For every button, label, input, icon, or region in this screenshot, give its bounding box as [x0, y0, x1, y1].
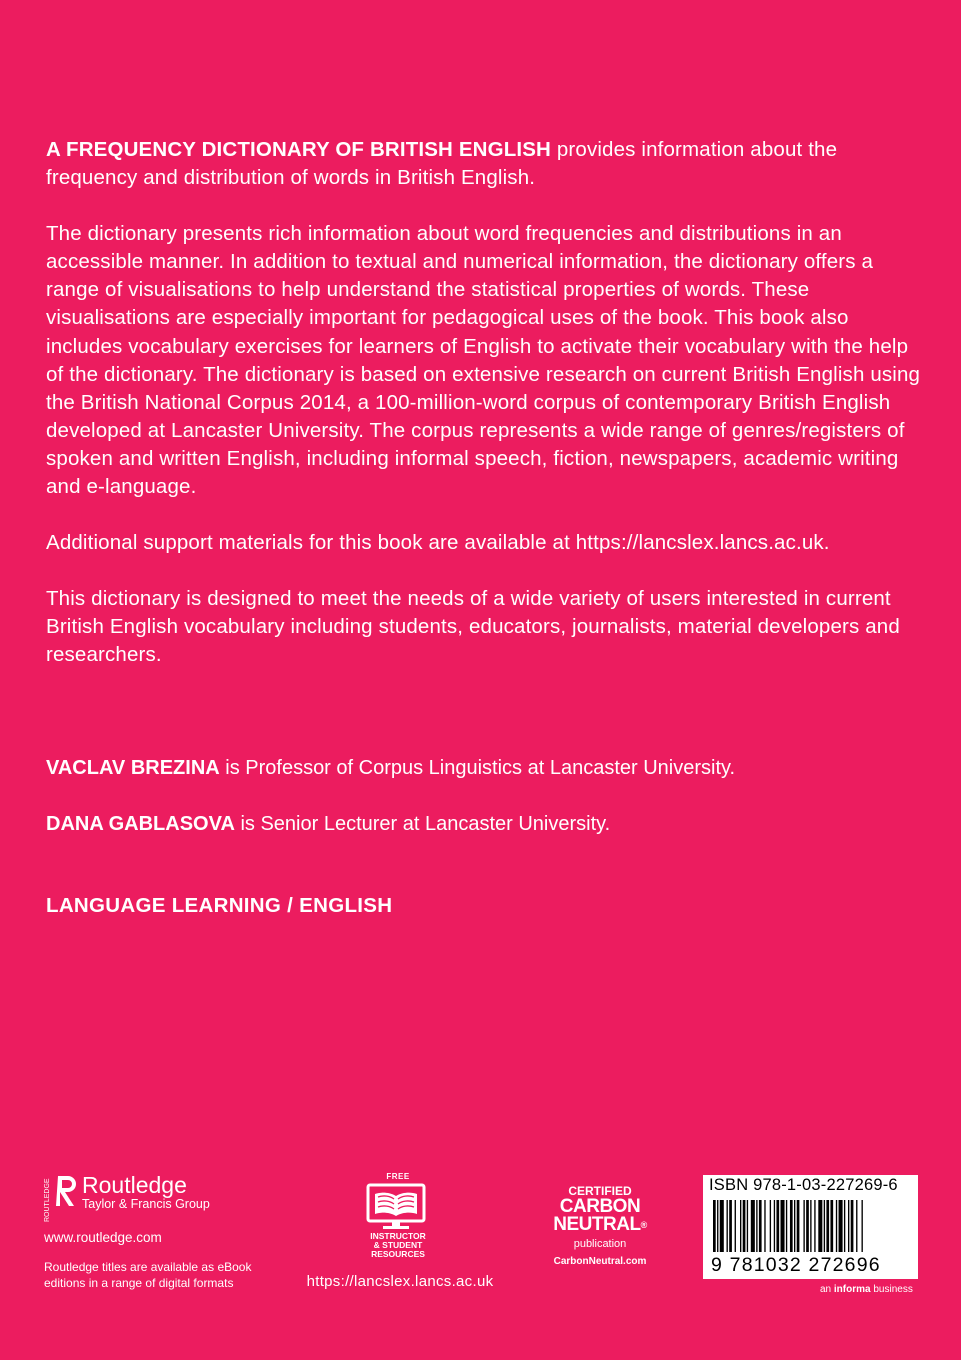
isbn-digits: 9 781032 272696	[711, 1254, 881, 1276]
author-bio-2	[46, 810, 926, 838]
monitor-book-icon	[365, 1182, 427, 1230]
barcode-bar	[720, 1200, 724, 1252]
barcode-bar	[756, 1200, 757, 1252]
barcode-bar	[743, 1200, 746, 1252]
barcode-bar	[856, 1200, 857, 1252]
barcode-bar	[751, 1200, 755, 1252]
barcode-bar	[851, 1200, 854, 1252]
barcode-bar	[717, 1200, 718, 1252]
barcode-bar	[776, 1200, 779, 1252]
resources-url[interactable]: https://lancslex.lancs.ac.uk	[306, 1273, 494, 1290]
author-bio-1	[46, 754, 926, 782]
resources-label: INSTRUCTOR & STUDENT RESOURCES	[370, 1231, 426, 1259]
carbon-neutral-logo	[540, 1184, 660, 1267]
barcode-bar	[740, 1200, 741, 1252]
resources-block	[300, 1172, 500, 1290]
barcode-bar	[830, 1200, 833, 1252]
publisher-url[interactable]: www.routledge.com	[44, 1230, 162, 1245]
publisher-name: Routledge	[82, 1172, 187, 1198]
barcode-bar	[803, 1200, 804, 1252]
book-title: A FREQUENCY DICTIONARY OF BRITISH ENGLISH	[46, 138, 552, 161]
subject-category: LANGUAGE LEARNING / ENGLISH	[46, 894, 393, 917]
ebook-note: Routledge titles are available as eBook editions in a range of digital formats	[44, 1260, 252, 1290]
informa-tagline: an informa business	[820, 1284, 913, 1295]
blurb-paragraph-1-rest: provides information about the frequency and distribution of words in British English.	[46, 138, 838, 190]
barcode-bar	[814, 1200, 815, 1252]
author-name-1: VACLAV BREZINA	[46, 757, 220, 779]
barcode-bar	[790, 1200, 793, 1252]
barcode-bar	[797, 1200, 800, 1252]
blurb-paragraph-4: This dictionary is designed to meet the needs of a wide variety of users interested in current British English vocabulary including students, educators, journalists, material developers and researchers.	[46, 587, 900, 667]
routledge-mark-icon	[44, 1170, 78, 1222]
blurb-paragraph-1	[46, 136, 926, 192]
barcode-bars	[707, 1200, 913, 1252]
carbon-label: CARBON	[559, 1196, 641, 1217]
barcode-bar	[862, 1200, 863, 1252]
barcode-bar	[764, 1200, 765, 1252]
author-text-2: is Senior Lecturer at Lancaster University.	[234, 813, 611, 835]
isbn-label: ISBN 978-1-03-227269-6	[709, 1176, 898, 1194]
carbon-neutral-url[interactable]: CarbonNeutral.com	[553, 1256, 647, 1267]
barcode-bar	[770, 1200, 771, 1252]
blurb-paragraph-2: The dictionary presents rich information about word frequencies and distributions in an accessible manner. In addition to textual and numerical information, the dictionary offers a range of visualisations to help understand the statistical properties of words. These visualisations are especially important for pedagogical uses of the book. This book also includes vocabulary exercises for learners of English to activate their vocabulary with the help of the dictionary. The dictionary is based on extensive research on current British English using the British National Corpus 2014, a 100-million-word corpus of contemporary British English developed at Lancaster University. The corpus represents a wide range of genres/registers of spoken and written English, including informal speech, fiction, newspapers, academic writing and e-language.	[46, 222, 921, 499]
barcode-bar	[839, 1200, 843, 1252]
barcode-bar	[848, 1200, 849, 1252]
barcode-bar	[729, 1200, 732, 1252]
author-bios	[46, 754, 926, 866]
neutral-label: NEUTRAL®	[553, 1214, 647, 1235]
barcode-bar	[781, 1200, 785, 1252]
blurb	[46, 136, 926, 698]
barcode-bar	[836, 1200, 837, 1252]
barcode-bar	[735, 1200, 736, 1252]
blurb-paragraph-3: Additional support materials for this book are available at https://lancslex.lancs.ac.uk.	[46, 531, 830, 555]
routledge-logo	[44, 1170, 284, 1222]
barcode-bar	[759, 1200, 762, 1252]
barcode-bar	[794, 1200, 795, 1252]
publisher-group: Taylor & Francis Group	[82, 1197, 210, 1211]
barcode-bar	[747, 1200, 748, 1252]
barcode-bar	[774, 1200, 775, 1252]
barcode-bar	[826, 1200, 829, 1252]
barcode-bar	[810, 1200, 811, 1252]
publication-label: publication	[573, 1238, 627, 1250]
informa-brand: informa	[833, 1284, 871, 1295]
barcode-bar	[818, 1200, 822, 1252]
barcode-bar	[713, 1200, 716, 1252]
barcode-bar	[844, 1200, 845, 1252]
free-label: FREE	[386, 1172, 410, 1181]
publisher-block	[44, 1170, 284, 1291]
author-text-1: is Professor of Corpus Linguistics at Lancaster University.	[219, 757, 736, 779]
certified-label: CERTIFIED	[568, 1184, 632, 1198]
author-name-2: DANA GABLASOVA	[46, 813, 235, 835]
barcode-bar	[727, 1200, 728, 1252]
barcode-bar	[824, 1200, 825, 1252]
barcode-bar	[806, 1200, 809, 1252]
barcode-bar	[786, 1200, 787, 1252]
isbn-barcode	[703, 1175, 918, 1279]
svg-text:ROUTLEDGE: ROUTLEDGE	[44, 1178, 51, 1222]
